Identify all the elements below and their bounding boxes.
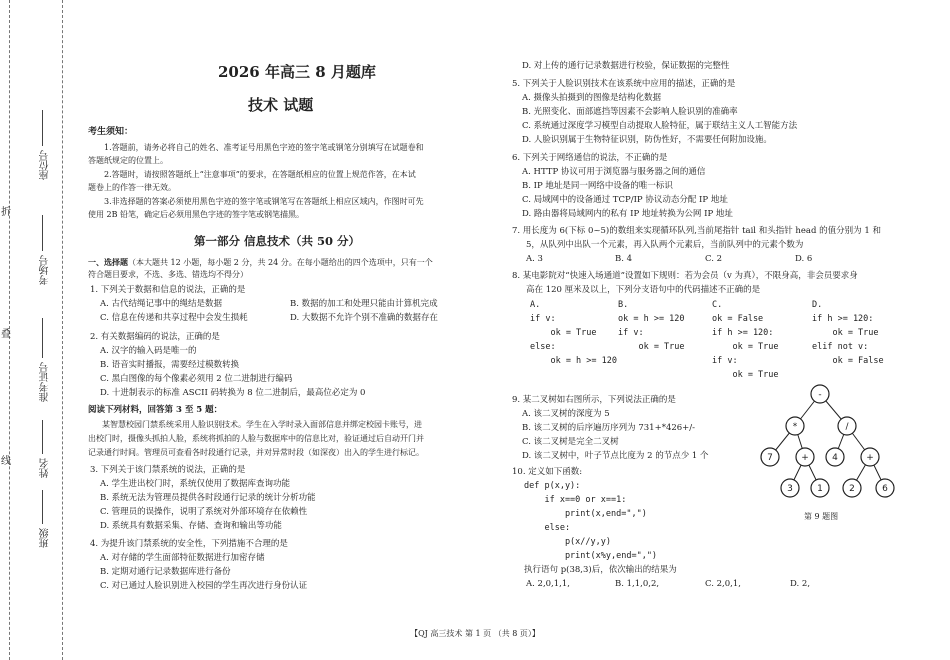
tree-node-label: 4 — [832, 453, 838, 463]
q3-option-d[interactable]: D. 系统具有数据采集、存储、查询和输出等功能 — [100, 521, 282, 531]
page-footer: 【QJ 高三技术 第 1 页 （共 8 页）】 — [410, 629, 540, 638]
seat-field[interactable] — [42, 110, 43, 146]
q7-option-c[interactable]: C. 2 — [705, 254, 723, 264]
q10-option-d[interactable]: D. 2, — [790, 579, 811, 589]
ticket-field[interactable] — [42, 318, 43, 358]
tree-node-label: - — [818, 390, 822, 400]
q8-line-2: 高在 120 厘米及以上，下列分支语句中的代码描述不正确的是 — [526, 285, 761, 295]
q8c-line: ok = False — [712, 314, 764, 324]
tree-node-label: 3 — [787, 484, 793, 494]
q5-option-a[interactable]: A. 摄像头拍摄到的图像是结构化数据 — [522, 93, 662, 103]
notice-line-1: 1.答题前，请务必将自己的姓名、准考证号用黑色字迹的签字笔或钢笔分别填写在试题卷和 — [104, 143, 424, 152]
q2-option-d[interactable]: D. 十进制表示的标准 ASCII 码转换为 8 位二进制后，最高位必定为 0 — [100, 388, 366, 398]
fold-mark-2: 叠 — [1, 329, 11, 340]
q10-call: 执行语句 p(38,3)后，依次输出的结果为 — [524, 565, 677, 575]
class-field[interactable] — [42, 490, 43, 524]
q8c-line: ok = True — [712, 342, 779, 352]
q2-option-a[interactable]: A. 汉字的输入码是唯一的 — [100, 346, 197, 356]
reading-line-1: 某智慧校园门禁系统采用人脸识别技术。学生在入学时录入面部信息并绑定校园卡账号，进 — [102, 420, 422, 429]
q8d-line: if h >= 120: — [812, 314, 874, 324]
q7-option-d[interactable]: D. 6 — [795, 254, 813, 264]
reading-line-2: 出校门时，摄像头抓拍人脸，系统将抓拍的人脸与数据库中的信息比对，验证通过后自动开门并 — [88, 434, 424, 443]
q3-option-a[interactable]: A. 学生进出校门时，系统仅使用了数据库查询功能 — [100, 479, 291, 489]
notice-line-3b: 使用 2B 铅笔，确定后必须用黑色字迹的签字笔或钢笔描黑。 — [88, 210, 305, 219]
q3-stem: 3. 下列关于该门禁系统的说法，正确的是 — [90, 465, 246, 475]
q1-stem: 1. 下列关于数据和信息的说法，正确的是 — [90, 285, 246, 295]
q8c-line: C. — [712, 300, 723, 310]
fold-line-inner — [62, 0, 63, 660]
section1-desc2: 符合题目要求，不选、多选、错选均不得分） — [88, 270, 248, 279]
q8a-line: A. — [530, 300, 541, 310]
notice-line-2: 2.答题时，请按照答题纸上“注意事项”的要求，在答题纸相应的位置上规范作答，在本试 — [104, 170, 416, 179]
q10-option-a[interactable]: A. 2,0,1,1, — [526, 579, 570, 589]
notice-line-3: 3.非选择题的答案必须使用黑色字迹的签字笔或钢笔写在答题纸上相应区域内，作图时可先 — [104, 197, 424, 206]
q9-stem: 9. 某二叉树如右图所示，下列说法正确的是 — [512, 395, 676, 405]
notice-line-2b: 题卷上的作答一律无效。 — [88, 183, 176, 192]
q7-option-a[interactable]: A. 3 — [526, 254, 543, 264]
reading-title: 阅读下列材料，回答第 3 至 5 题： — [88, 405, 223, 415]
q10-option-c[interactable]: C. 2,0,1, — [705, 579, 741, 589]
q10-code-line: def p(x,y): — [524, 481, 581, 491]
part1-title: 第一部分 信息技术（共 50 分） — [194, 234, 361, 248]
q8c-line: if h >= 120: — [712, 328, 774, 338]
q6-option-a[interactable]: A. HTTP 协议可用于浏览器与服务器之间的通信 — [522, 167, 706, 177]
tree-node-label: 6 — [882, 484, 888, 494]
binary-tree-figure — [750, 380, 920, 508]
notice-heading: 考生须知： — [88, 127, 134, 137]
q1-option-a[interactable]: A. 古代结绳记事中的绳结是数据 — [100, 299, 223, 309]
q8c-line: ok = True — [712, 370, 779, 380]
tree-node-label: + — [866, 453, 874, 463]
q6-option-d[interactable]: D. 路由器将局域网内的私有 IP 地址转换为公网 IP 地址 — [522, 209, 733, 219]
q8-line-1: 8. 某电影院对“快速入场通道”设置如下规则：若为会员（v 为真），不限身高，非会员要求身 — [512, 271, 858, 281]
name-label: 姓名 — [40, 458, 51, 478]
room-label: 考场号 — [40, 255, 51, 285]
q2-option-c[interactable]: C. 黑白图像的每个像素必须用 2 位二进制进行编码 — [100, 374, 293, 384]
q1-option-b[interactable]: B. 数据的加工和处理只能由计算机完成 — [290, 299, 438, 309]
q1-option-d[interactable]: D. 大数据不允许个别不准确的数据存在 — [290, 313, 438, 323]
reading-line-3: 记录通行时间。管理员可查看各时段通行记录，并对异常时段（如深夜）出入的学生进行标记。 — [88, 448, 424, 457]
q4-option-c[interactable]: C. 对已通过人脸识别进入校园的学生再次进行身份认证 — [100, 581, 308, 591]
q8d-line: ok = False — [812, 356, 884, 366]
q4-option-a[interactable]: A. 对存储的学生面部特征数据进行加密存储 — [100, 553, 265, 563]
q8a-line: ok = h >= 120 — [530, 356, 617, 366]
q5-option-d[interactable]: D. 人脸识别属于生物特征识别，防伪性好，不需要任何附加设施。 — [522, 135, 772, 145]
q8d-line: elif not v: — [812, 342, 869, 352]
tree-node-label: 7 — [767, 453, 773, 463]
tree-node-label: / — [845, 422, 849, 432]
q4-stem: 4. 为提升该门禁系统的安全性，下列措施不合理的是 — [90, 539, 288, 549]
q7-line-1: 7. 用长度为 6(下标 0~5)的数组来实现循环队列,当前尾指针 tail 和头指针 head 的值分别为 1 和 — [512, 226, 881, 236]
q7-option-b[interactable]: B. 4 — [615, 254, 633, 264]
q10-option-b[interactable]: B. 1,1,0,2, — [615, 579, 660, 589]
q8b-line: ok = h >= 120 — [618, 314, 685, 324]
q10-code-line: else: — [524, 523, 571, 533]
q8b-line: B. — [618, 300, 629, 310]
q10-code-line: print(x,end=",") — [524, 509, 647, 519]
q3-option-b[interactable]: B. 系统无法为管理员提供各时段通行记录的统计分析功能 — [100, 493, 316, 503]
paper-subject: 技术 试题 — [248, 96, 314, 114]
figure-caption: 第 9 题图 — [804, 512, 839, 521]
q8b-line: ok = True — [618, 342, 685, 352]
q6-stem: 6. 下列关于网络通信的说法，不正确的是 — [512, 153, 668, 163]
ticket-label: 准考证号 — [40, 362, 51, 402]
section1-desc-text: （本大题共 12 小题，每小题 2 分，共 24 分。在每小题给出的四个选项中，只有一个 — [128, 258, 433, 267]
q5-option-c[interactable]: C. 系统通过深度学习模型自动提取人脸特征，属于联结主义人工智能方法 — [522, 121, 798, 131]
q6-option-c[interactable]: C. 局域网中的设备通过 TCP/IP 协议动态分配 IP 地址 — [522, 195, 728, 205]
q5-option-b[interactable]: B. 光照变化、面部遮挡等因素不会影响人脸识别的准确率 — [522, 107, 738, 117]
q8d-line: D. — [812, 300, 823, 310]
fold-mark-1: 折 — [1, 207, 11, 218]
q9-option-c[interactable]: C. 该二叉树是完全二叉树 — [522, 437, 619, 447]
name-field[interactable] — [42, 420, 43, 454]
q3-option-c[interactable]: C. 管理员的误操作，说明了系统对外部环境存在依赖性 — [100, 507, 308, 517]
q2-stem: 2. 有关数据编码的说法，正确的是 — [90, 332, 220, 342]
q7-line-2: 5，从队列中出队一个元素，再入队两个元素后，当前队列中的元素个数为 — [526, 240, 804, 250]
q10-code-line: p(x//y,y) — [524, 537, 611, 547]
q2-option-b[interactable]: B. 语音实时播报，需要经过模数转换 — [100, 360, 240, 370]
q8a-line: else: — [530, 342, 556, 352]
q10-code-line: print(x%y,end=",") — [524, 551, 658, 561]
q9-option-a[interactable]: A. 该二叉树的深度为 5 — [522, 409, 610, 419]
q10-code-line: if x==0 or x==1: — [524, 495, 627, 505]
seat-label: 座位号 — [40, 150, 51, 180]
q8d-line: ok = True — [812, 328, 879, 338]
tree-node-label: 2 — [849, 484, 855, 494]
q9-option-d[interactable]: D. 该二叉树中，叶子节点比度为 2 的节点少 1 个 — [522, 451, 709, 461]
q9-option-b[interactable]: B. 该二叉树的后序遍历序列为 731+*426+/- — [522, 423, 696, 433]
tree-node-label: * — [792, 422, 798, 432]
q4-option-b[interactable]: B. 定期对通行记录数据库进行备份 — [100, 567, 231, 577]
q1-option-c[interactable]: C. 信息在传递和共享过程中会发生损耗 — [100, 313, 248, 323]
notice-line-1b: 答题纸规定的位置上。 — [88, 156, 168, 165]
binding-strip — [0, 0, 64, 660]
section1-title: 一、选择题 — [88, 257, 128, 267]
tree-node-label: + — [801, 453, 809, 463]
q6-option-b[interactable]: B. IP 地址是同一网络中设备的唯一标识 — [522, 181, 673, 191]
q8b-line: if v: — [618, 328, 644, 338]
tree-node-label: 1 — [817, 484, 823, 494]
fold-mark-3: 线 — [1, 456, 11, 467]
class-label: 班级 — [40, 528, 51, 548]
q5-stem: 5. 下列关于人脸识别技术在该系统中应用的描述，正确的是 — [512, 79, 736, 89]
q10-stem: 10. 定义如下函数: — [512, 467, 583, 477]
q8c-line: if v: — [712, 356, 738, 366]
room-field[interactable] — [42, 215, 43, 251]
section1-desc — [88, 258, 433, 267]
q4-option-d[interactable]: D. 对上传的通行记录数据进行校验，保证数据的完整性 — [522, 61, 730, 71]
q8a-line: ok = True — [530, 328, 597, 338]
paper-title: 2026 年高三 8 月题库 — [218, 63, 376, 81]
q8a-line: if v: — [530, 314, 556, 324]
